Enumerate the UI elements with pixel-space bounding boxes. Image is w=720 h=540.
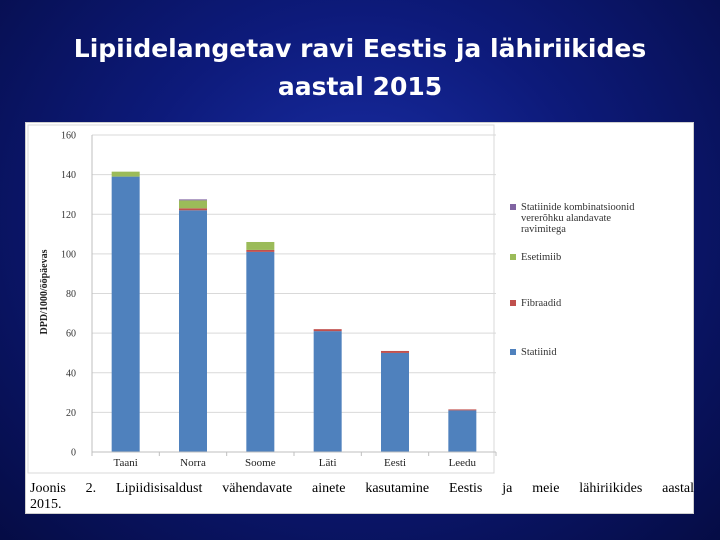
bar-segment	[314, 329, 342, 331]
legend-swatch	[510, 204, 516, 210]
y-tick-label: 120	[61, 209, 76, 221]
bar-segment	[179, 208, 207, 210]
bar-segment	[112, 172, 140, 177]
bar-segment	[448, 409, 476, 410]
legend-swatch	[510, 300, 516, 306]
bar-segment	[246, 250, 274, 252]
x-category-label: Eesti	[384, 457, 406, 469]
y-tick-label: 60	[66, 328, 76, 340]
x-category-label: Taani	[113, 457, 138, 469]
x-category-label: Läti	[318, 457, 337, 469]
figure-caption	[30, 481, 694, 513]
slide-title-line2: aastal 2015	[277, 72, 443, 101]
y-tick-label: 160	[61, 130, 76, 142]
bar-segment	[381, 353, 409, 452]
legend-label: Statiinide kombinatsioonid	[521, 202, 635, 213]
x-category-label: Norra	[180, 457, 206, 469]
bar-segment	[314, 331, 342, 452]
caption-line2: 2015.	[30, 497, 62, 512]
figure-panel	[25, 122, 694, 514]
bar-segment	[246, 252, 274, 452]
y-tick-label: 140	[61, 170, 76, 182]
y-tick-label: 0	[71, 447, 76, 459]
y-axis-label: DPD/1000/ööpäevas	[39, 249, 50, 335]
slide-title-line1: Lipiidelangetav ravi Eestis ja lähiriikides	[73, 34, 647, 63]
caption-line1: Joonis 2. Lipiidisisaldust vähendavate ainete kasutamine Eestis ja meie lähiriikides aastal	[30, 481, 694, 496]
legend-label: vererõhku alandavate	[521, 213, 612, 224]
legend-swatch	[510, 349, 516, 355]
y-tick-label: 100	[61, 249, 76, 261]
bar-segment	[112, 177, 140, 452]
legend-swatch	[510, 254, 516, 260]
legend-label: Esetimiib	[521, 252, 562, 263]
bar-segment	[381, 351, 409, 353]
bar-segment	[448, 410, 476, 452]
bar-segment	[246, 242, 274, 250]
y-tick-label: 80	[66, 289, 76, 300]
bar-segment	[179, 200, 207, 208]
legend-label: Statiinid	[521, 347, 557, 358]
bar-segment	[179, 199, 207, 200]
bar-segment	[179, 210, 207, 452]
legend-label: ravimitega	[521, 224, 566, 235]
slide-title	[0, 30, 720, 106]
y-tick-label: 20	[66, 407, 76, 419]
y-tick-label: 40	[66, 368, 76, 380]
legend-label: Fibraadid	[521, 298, 562, 309]
x-category-label: Leedu	[448, 457, 477, 469]
stacked-bar-chart	[26, 123, 693, 479]
x-category-label: Soome	[245, 457, 276, 469]
